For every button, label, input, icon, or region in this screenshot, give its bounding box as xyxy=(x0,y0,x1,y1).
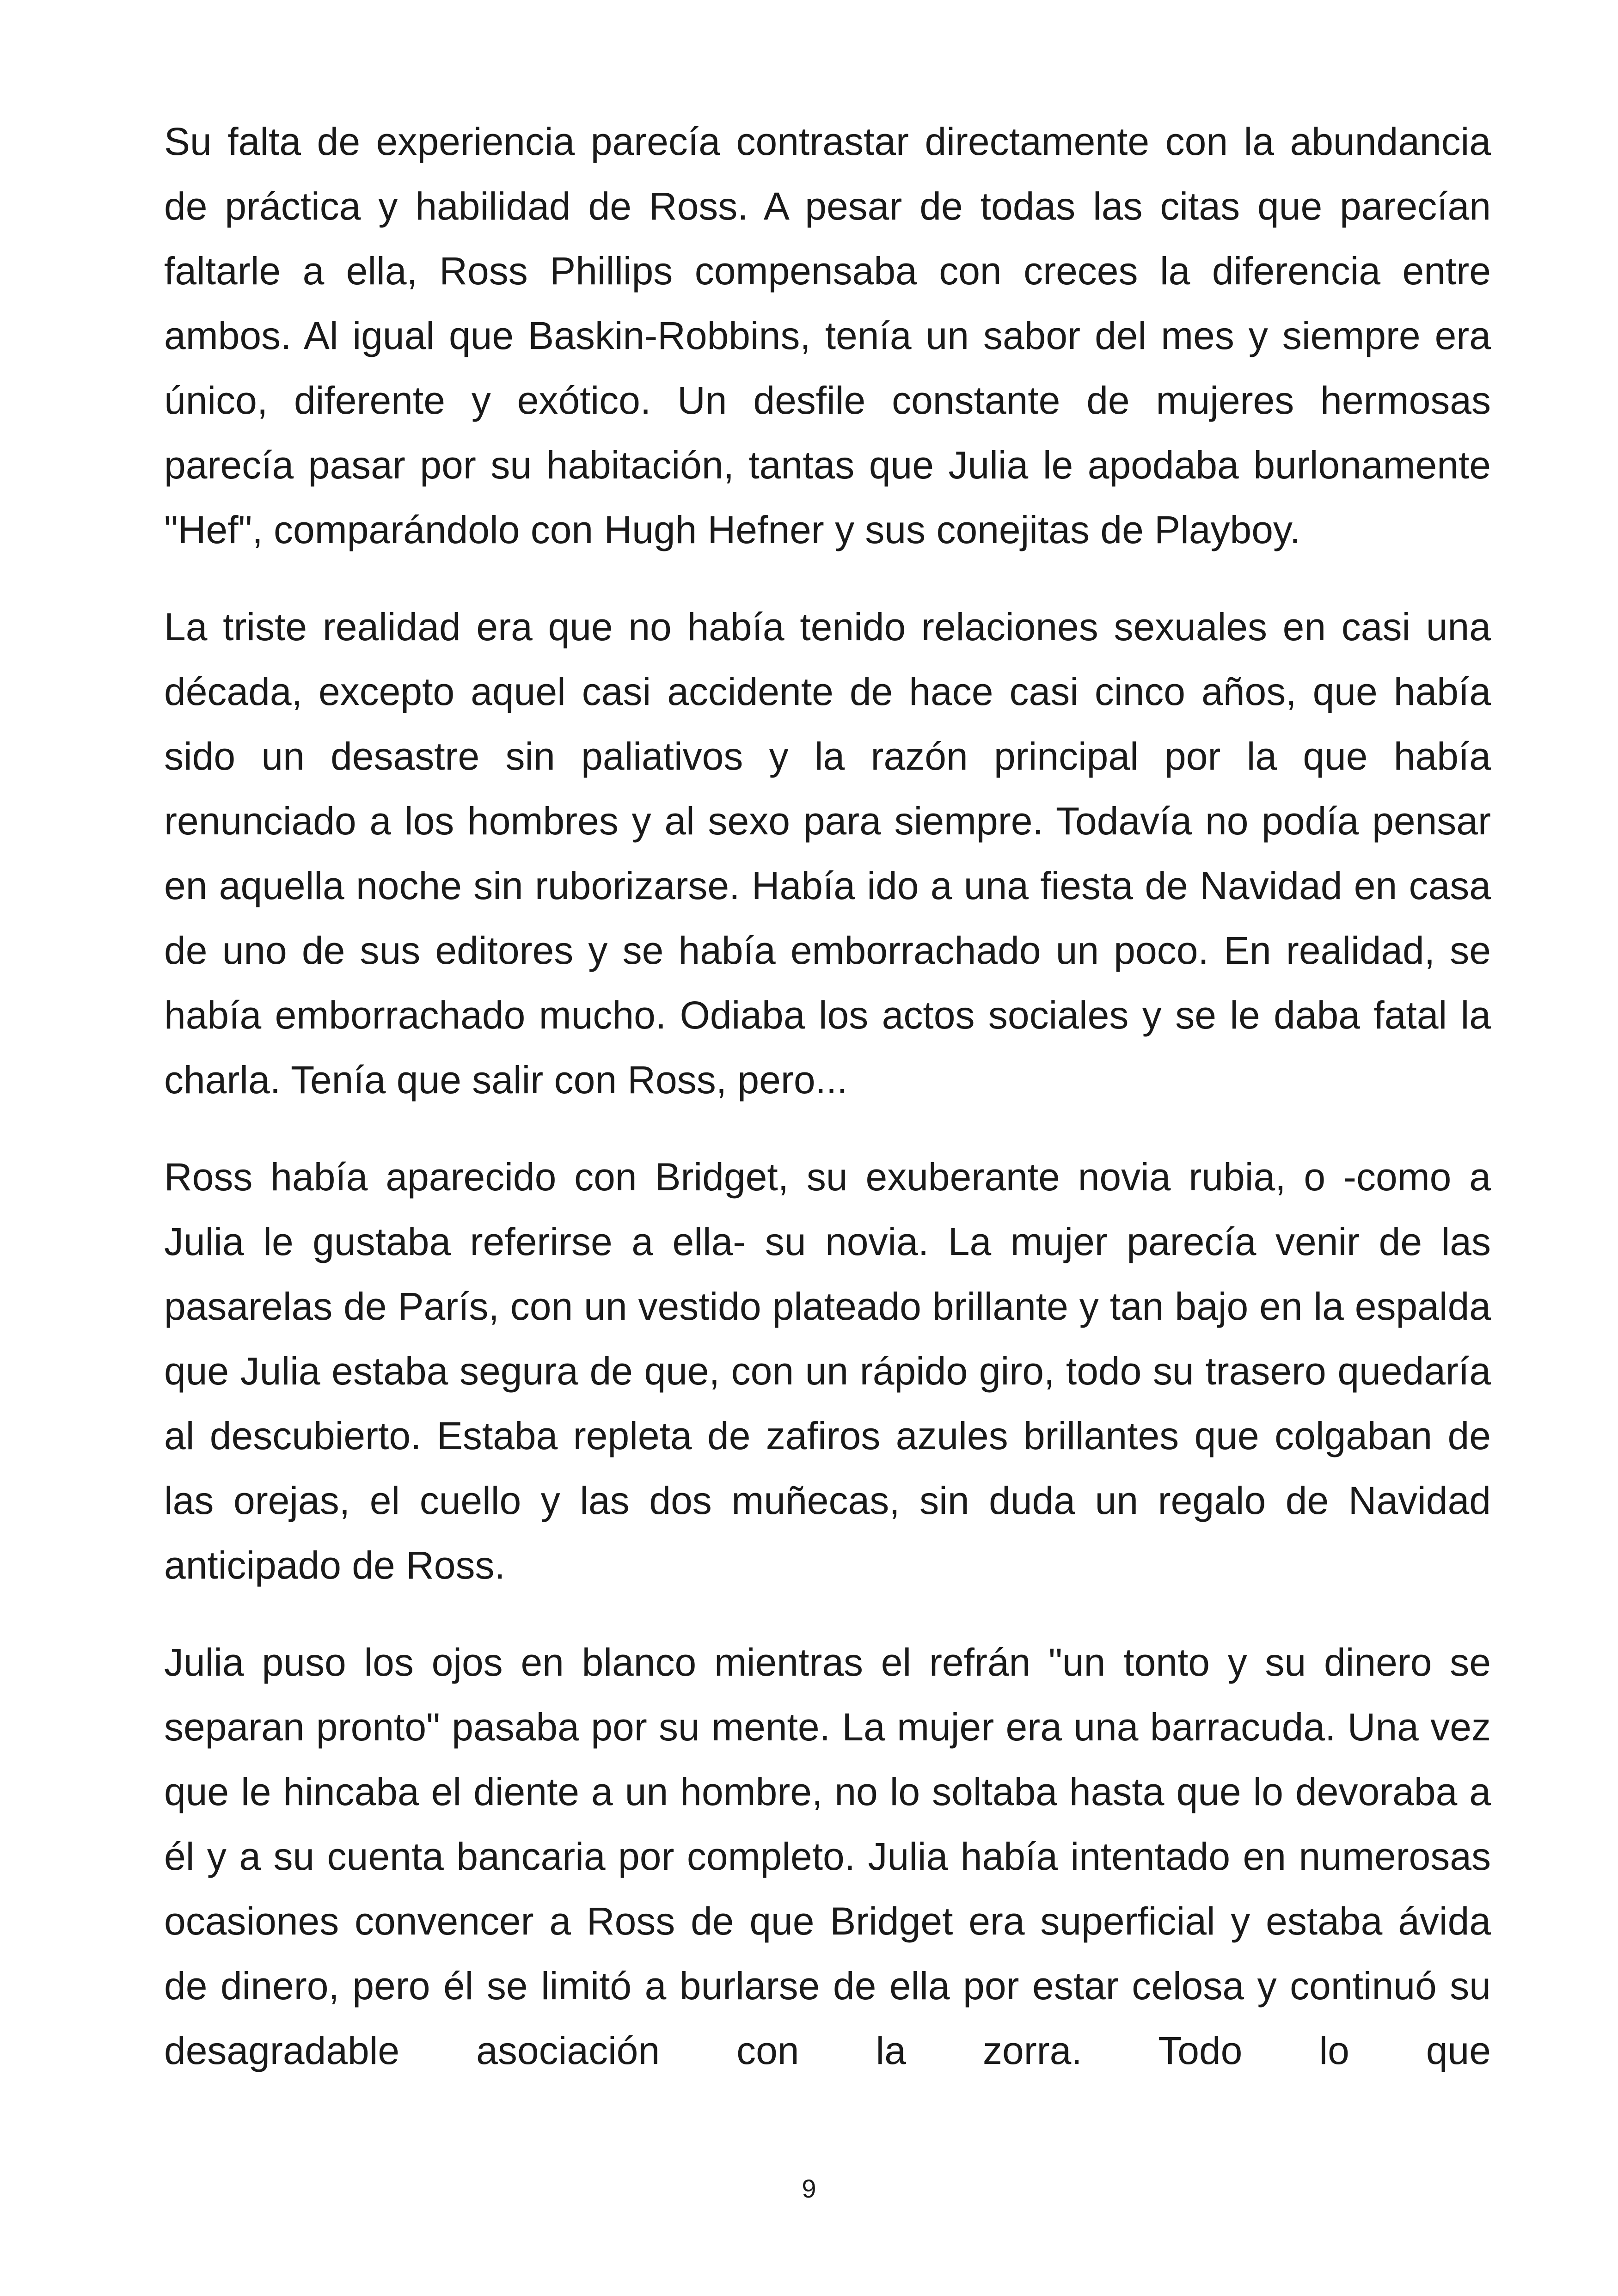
paragraph: Su falta de experiencia parecía contrastar directamente con la abundancia de práctica y habilidad de Ross. A pesar de todas las citas que parecían faltarle a ella, Ross Phillips compensaba con creces la diferencia entre ambos. Al igual que Baskin-Robbins, tenía un sabor del mes y siempre era único, diferente y exótico. Un desfile constante de mujeres hermosas parecía pasar por su habitación, tantas que Julia le apodaba burlonamente "Hef", comparándolo con Hugh Hefner y sus conejitas de Playboy. xyxy=(164,120,1491,551)
page-number: 9 xyxy=(802,2174,816,2203)
paragraph: Ross había aparecido con Bridget, su exuberante novia rubia, o -como a Julia le gustaba referirse a ella- su novia. La mujer parecía venir de las pasarelas de París, con un vestido plateado brillante y tan bajo en la espalda que Julia estaba segura de que, con un rápido giro, todo su trasero quedaría al descubierto. Estaba repleta de zafiros azules brillantes que colgaban de las orejas, el cuello y las dos muñecas, sin duda un regalo de Navidad anticipado de Ross. xyxy=(164,1155,1491,1587)
body-text xyxy=(164,109,1491,2083)
paragraph: Julia puso los ojos en blanco mientras el refrán "un tonto y su dinero se separan pronto" pasaba por su mente. La mujer era una barracuda. Una vez que le hincaba el diente a un hombre, no lo soltaba hasta que lo devoraba a él y a su cuenta bancaria por completo. Julia había intentado en numerosas ocasiones convencer a Ross de que Bridget era superficial y estaba ávida de dinero, pero él se limitó a burlarse de ella por estar celosa y continuó su desagradable asociación con la zorra. Todo lo que xyxy=(164,1641,1491,2072)
paragraph: La triste realidad era que no había tenido relaciones sexuales en casi una década, excepto aquel casi accidente de hace casi cinco años, que había sido un desastre sin paliativos y la razón principal por la que había renunciado a los hombres y al sexo para siempre. Todavía no podía pensar en aquella noche sin ruborizarse. Había ido a una fiesta de Navidad en casa de uno de sus editores y se había emborrachado un poco. En realidad, se había emborrachado mucho. Odiaba los actos sociales y se le daba fatal la charla. Tenía que salir con Ross, pero... xyxy=(164,605,1491,1102)
